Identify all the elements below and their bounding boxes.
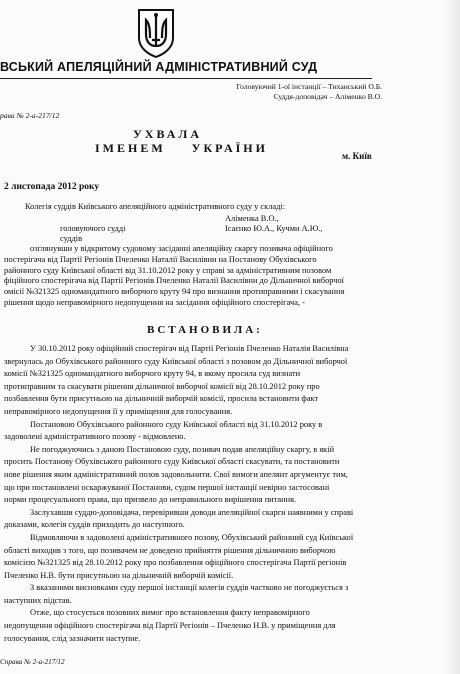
text-line: позбавлення бути присутньою на дільничній виборчій комісії, просила встановити факт <box>4 394 319 404</box>
text-line: омісії №321325 одномандатного виборчого круту 94 про визнання протиправними і скасування <box>4 287 345 297</box>
first-instance-judge: Головуючий 1-ої інстанції – Тиханський О.Б. <box>236 82 382 91</box>
text-line: Отже, що стосується позовних вимог про встановлення факту неправомірного <box>30 608 310 618</box>
text-line: звернулась до Обухівського районного суду Київської області з позовом до Дільничної виборчої <box>4 356 348 366</box>
header-rule <box>0 78 372 79</box>
court-name: ВСЬКИЙ АПЕЛЯЦІЙНИЙ АДМІНІСТРАТИВНИЙ СУД <box>0 60 318 74</box>
ukhvala-title: УХВАЛА <box>133 127 202 141</box>
text-line: недопущення офіційного спостерігача від Партії Регіонів – Пчеленко Н.В. у приміщення для <box>4 621 336 631</box>
text-line: Постановою Обухівського районного суду Київської області від 31.10.2012 року в <box>30 419 323 429</box>
text-line: комісією №321325 від 28.10.2012 року про позбавлення офіційного спостерігача Партії регіонів <box>4 558 347 568</box>
judges-names: Ісаєнко Ю.А., Кучми А.Ю., <box>225 224 323 233</box>
presiding-label: головуючого судді <box>60 224 126 233</box>
text-line: озглянувши у відкритому судовому засіданні апеляційну скаргу позивача офіційного <box>30 244 333 253</box>
text-line: задоволені адміністративного позову - відмовлено. <box>4 432 186 442</box>
text-line: доказами, колегія суддів приходить до наступного. <box>4 520 185 530</box>
intro-paragraph <box>4 244 444 309</box>
section-title: ВСТАНОВИЛА: <box>147 324 263 336</box>
text-line: протиправним та скасувати рішення дільничної виборчої комісії від 28.10.2012 року про <box>4 381 320 391</box>
decision-date: 2 листопада 2012 року <box>4 182 100 192</box>
text-line: фіційного спостерігача від Партії Регіонів Пчеленко Наталії Василівни до Дільничної виборчої <box>4 276 344 286</box>
text-line: постерігача від Партії Регіонів Пчеленко Наталії Василівни на Постанову Обухівського <box>4 254 317 264</box>
body-text <box>4 343 444 645</box>
case-number: рава № 2-а-217/12 <box>0 111 60 120</box>
text-line: області виходив з того, що позивачем не доведено прийняття рішення дільничною виборчою <box>4 545 336 555</box>
trident-coat-of-arms-icon <box>136 8 176 58</box>
text-line: рішення щодо неправомірного недопущення на засідання офіційного спостерігача, - <box>4 297 305 307</box>
text-line: наступних підстав. <box>4 595 72 605</box>
text-line: комісії №321325 одномандатного виборчого круту 94, в якому просила суд визнати <box>4 369 301 379</box>
judges-label: суддів <box>60 234 83 243</box>
scan-shadow <box>446 0 460 674</box>
text-line: З вказаними висновками суду першої інстанції колегія суддів частково не погоджується з <box>30 583 349 593</box>
panel-intro <box>25 202 365 212</box>
text-line: Відмовляючи в задоволені адміністративного позову, Обухівський районний суд Київської <box>30 532 354 542</box>
text-line: нове рішення яким адміністративний позов задовольнити. Свої вимоги апелянт аргументує тим, <box>4 469 348 479</box>
text-line: норми процесуального права, що призвело до неправильного вирішення питання. <box>4 495 297 505</box>
text-line: просить Постанову Обухівського районного суду Київської області скасувати, та постановити <box>4 457 340 467</box>
city: м. Київ <box>342 151 372 161</box>
date-line <box>4 182 99 192</box>
text-line: неправомірного недопущення її у приміщення для голосування. <box>4 406 233 416</box>
text-line: Заслухавши суддю-доповідача, перевіривши доводи апеляційної скарги наявними у справі <box>30 507 354 517</box>
presiding-name: Аліменка В.О., <box>225 214 279 223</box>
text-line: Не погоджуючись з даною Постановою суду, позивач подав апеляційну скаргу, в якій <box>30 444 335 454</box>
judges-info <box>206 82 382 102</box>
text-line: Пчеленко Н.В. бути присутньою на дільничній виборчій комісії. <box>4 570 234 580</box>
panel-intro-text: Колегія суддів Київського апеляційного адміністративного суду у складі: <box>25 202 286 211</box>
text-line: районного суду Київської області від 31.10.2012 року у справі за адміністративним позовом <box>4 265 332 275</box>
text-line: що при постановлені оскаржуваної Постанови, судом першої інстанції невірно застосовані <box>4 482 330 492</box>
reporting-judge: Суддя-доповідач – Аліменко В.О. <box>273 92 382 101</box>
footer-case-number: Справа № 2-а-217/12 <box>0 658 65 666</box>
imenem-ukrainy: ІМЕНЕМ УКРАЇНИ <box>95 141 268 155</box>
text-line: У 30.10.2012 року офіційний спостерігач від Партії Регіонів Пчеленко Наталія Василівна <box>30 344 349 353</box>
text-line: голосування, слід зазначити наступне. <box>4 633 141 643</box>
